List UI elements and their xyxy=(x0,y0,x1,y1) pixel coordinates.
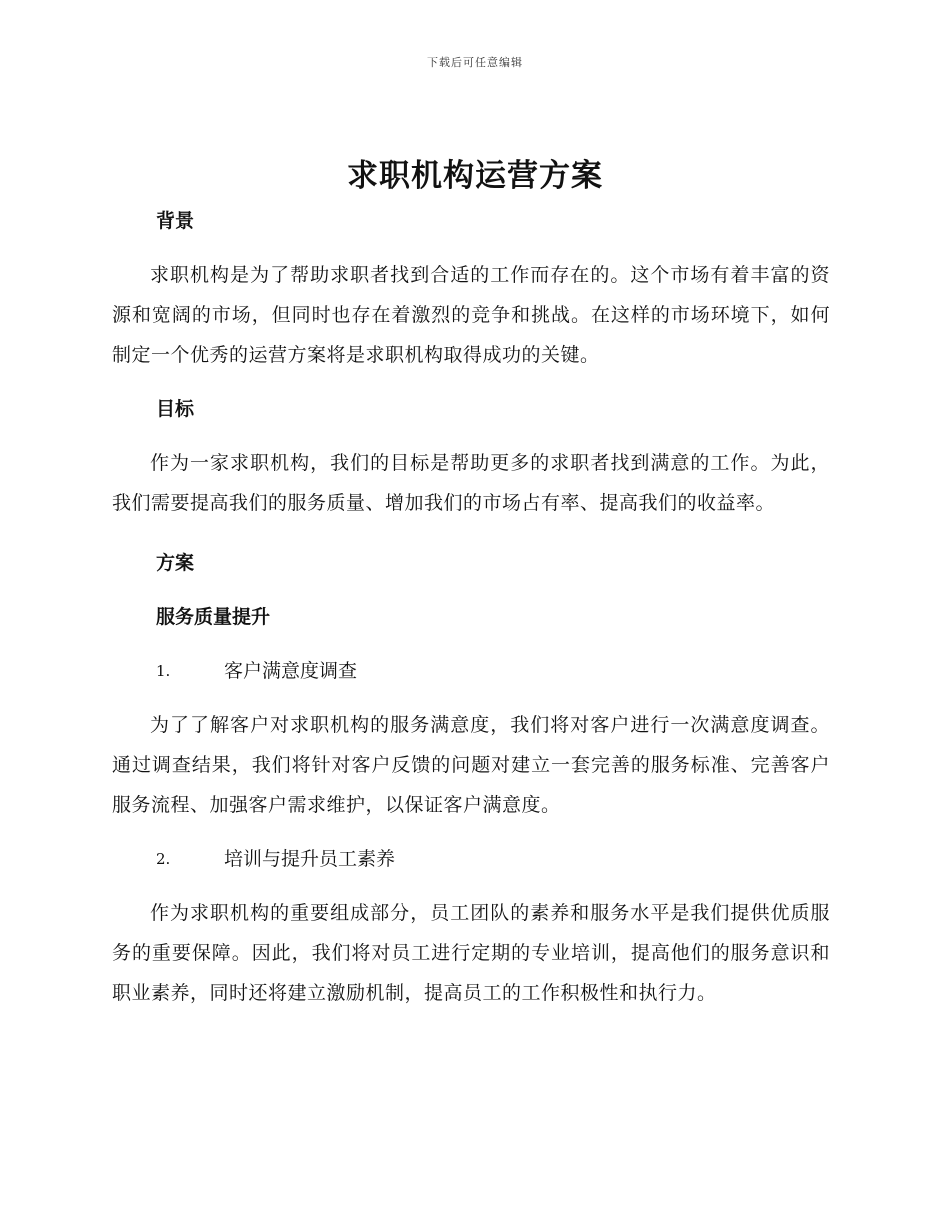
document-body xyxy=(112,205,830,1013)
paragraph-background: 求职机构是为了帮助求职者找到合适的工作而存在的。这个市场有着丰富的资源和宽阔的市场，但同时也存在着激烈的竞争和挑战。在这样的市场环境下，如何制定一个优秀的运营方案将是求职机构取得成功的关键。 xyxy=(112,264,830,366)
document-title: 求职机构运营方案 xyxy=(347,158,603,194)
list-item-1 xyxy=(112,655,830,687)
paragraph-item-1: 为了了解客户对求职机构的服务满意度，我们将对客户进行一次满意度调查。通过调查结果，我们将针对客户反馈的问题对建立一套完善的服务标准、完善客户服务流程、加强客户需求维护，以保证客户满意度。 xyxy=(112,714,830,816)
list-number: 2. xyxy=(156,850,171,868)
list-label: 客户满意度调查 xyxy=(224,660,358,682)
paragraph-item-2: 作为求职机构的重要组成部分，员工团队的素养和服务水平是我们提供优质服务的重要保障。因此，我们将对员工进行定期的专业培训，提高他们的服务意识和职业素养，同时还将建立激励机制，提高员工的工作积极性和执行力。 xyxy=(112,902,830,1004)
subheading-service-quality: 服务质量提升 xyxy=(156,606,271,628)
list-number: 1. xyxy=(156,662,171,680)
heading-goal: 目标 xyxy=(156,398,195,420)
list-item-2 xyxy=(112,843,830,875)
paragraph-goal: 作为一家求职机构，我们的目标是帮助更多的求职者找到满意的工作。为此，我们需要提高我们的服务质量、增加我们的市场占有率、提高我们的收益率。 xyxy=(112,452,830,514)
header-note: 下载后可任意编辑 xyxy=(427,56,523,69)
heading-plan: 方案 xyxy=(156,552,195,574)
list-label: 培训与提升员工素养 xyxy=(224,848,396,870)
heading-background: 背景 xyxy=(156,210,195,232)
